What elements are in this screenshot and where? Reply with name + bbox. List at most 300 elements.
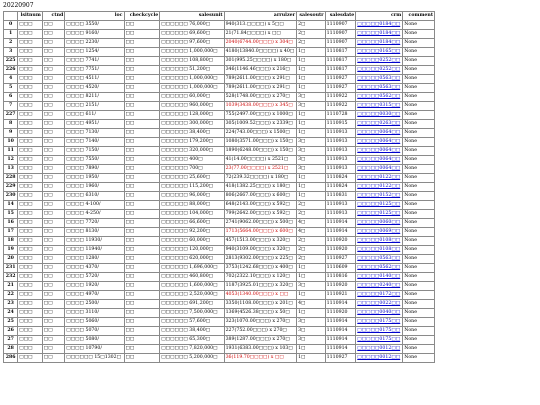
cell-arrulzer: 2741(9062.00□□□) x 500□ [224, 219, 297, 228]
cell-comment: None [403, 129, 435, 138]
cell-index: 14 [4, 201, 18, 210]
cell-comment: None [403, 336, 435, 345]
cell-checkcycle: □□ [124, 165, 160, 174]
cell-crm[interactable]: □□□□□0125□□ [356, 201, 403, 210]
cell-comment: None [403, 309, 435, 318]
cell-crm[interactable]: □□□□□0172□□ [356, 291, 403, 300]
cell-checkcycle: □□ [124, 84, 160, 93]
column-header-comment: comment [403, 12, 435, 21]
cell-salesoutr: 1□ [297, 354, 326, 363]
column-header-salesdate: salesdate [325, 12, 356, 21]
cell-ctnd: □□ [42, 246, 64, 255]
cell-lsitnum: □□□ [18, 39, 43, 48]
cell-index: 229 [4, 183, 18, 192]
cell-index: 0 [4, 21, 18, 30]
column-header-arrulzer: arrulzer [224, 12, 297, 21]
cell-checkcycle: □□ [124, 21, 160, 30]
cell-lsitnum: □□□ [18, 120, 43, 129]
cell-crm[interactable]: □□□□□0184□□ [356, 30, 403, 39]
cell-crm[interactable]: □□□□□0060□□ [356, 219, 403, 228]
cell-arrulzer: 1080(3571.00□□□) x 150□ [224, 138, 297, 147]
cell-ctnd: □□ [42, 111, 64, 120]
cell-salesunit: □□□□□□ 5,200,000□ [160, 354, 224, 363]
cell-crm[interactable]: □□□□□0064□□ [356, 165, 403, 174]
cell-index: 5 [4, 84, 18, 93]
cell-salesunit: □□□□□□ 108,800□ [160, 57, 224, 66]
cell-loc: □□□□ 4370/ [65, 264, 124, 273]
cell-salesunit: □□□□□□ 120,000□ [160, 246, 224, 255]
cell-ctnd: □□ [42, 318, 64, 327]
cell-checkcycle: □□ [124, 354, 160, 363]
cell-crm[interactable]: □□□□□0125□□ [356, 210, 403, 219]
cell-salesunit: □□□□□□ 400□ [160, 156, 224, 165]
cell-loc: □□□□ 1920/ [65, 282, 124, 291]
cell-crm[interactable]: □□□□□0108□□ [356, 237, 403, 246]
cell-salesoutr: 3□ [297, 282, 326, 291]
cell-ctnd: □□ [42, 264, 64, 273]
table-row [4, 318, 435, 327]
cell-crm[interactable]: □□□□□0562□□ [356, 264, 403, 273]
cell-salesunit: □□□□□□ 300,000□ [160, 120, 224, 129]
cell-comment: None [403, 201, 435, 210]
cell-salesunit: □□□□□□ 88,000□ [160, 201, 224, 210]
cell-crm[interactable]: □□□□□0252□□ [356, 66, 403, 75]
cell-ctnd: □□ [42, 174, 64, 183]
cell-crm[interactable]: □□□□□0064□□ [356, 129, 403, 138]
cell-arrulzer: 4180(13840.0□□□□) x 40□ [224, 48, 297, 57]
column-header-index [4, 12, 18, 21]
cell-loc: □□□□ 8130/ [65, 228, 124, 237]
cell-lsitnum: □□□ [18, 318, 43, 327]
cell-index: 28 [4, 345, 18, 354]
cell-ctnd: □□ [42, 57, 64, 66]
cell-salesdate: 1110920 [325, 282, 356, 291]
cell-checkcycle: □□ [124, 183, 160, 192]
cell-salesdate: 1110922 [325, 93, 356, 102]
cell-loc: □□□□ 1950/ [65, 174, 124, 183]
cell-salesunit: □□□□□□ 97,600□ [160, 39, 224, 48]
cell-loc: □□□□ 611/ [65, 111, 124, 120]
cell-loc: □□□□ 11930/ [65, 237, 124, 246]
cell-lsitnum: □□□ [18, 174, 43, 183]
cell-lsitnum: □□□ [18, 264, 43, 273]
cell-salesunit: □□□□□□ 25,600□ [160, 174, 224, 183]
cell-lsitnum: □□□ [18, 183, 43, 192]
cell-comment: None [403, 300, 435, 309]
report-date: 20220907 [3, 2, 34, 9]
cell-comment: None [403, 138, 435, 147]
table-row [4, 48, 435, 57]
cell-checkcycle: □□ [124, 30, 160, 39]
cell-loc: □□□□ 7741/ [65, 57, 124, 66]
cell-crm[interactable]: □□□□□0012□□ [356, 345, 403, 354]
cell-loc: □□□□ 3110/ [65, 309, 124, 318]
cell-lsitnum: □□□ [18, 138, 43, 147]
cell-salesoutr: 3□ [297, 147, 326, 156]
cell-salesdate: 1110824 [325, 183, 356, 192]
cell-crm[interactable]: □□□□□0122□□ [356, 174, 403, 183]
cell-crm[interactable]: □□□□□0175□□ [356, 336, 403, 345]
header-row [4, 12, 435, 21]
cell-checkcycle: □□ [124, 120, 160, 129]
cell-index: 228 [4, 174, 18, 183]
cell-comment: None [403, 30, 435, 39]
cell-arrulzer: 2813(9302.00□□□) x 225□ [224, 255, 297, 264]
cell-arrulzer: 4053(1340.00□□□) x □□ [224, 291, 297, 300]
cell-checkcycle: □□ [124, 192, 160, 201]
cell-crm[interactable]: □□□□□0263□□ [356, 120, 403, 129]
cell-index: 27 [4, 336, 18, 345]
table-row [4, 327, 435, 336]
cell-checkcycle: □□ [124, 264, 160, 273]
cell-salesoutr: 2□ [297, 201, 326, 210]
cell-crm[interactable]: □□□□□0140□□ [356, 273, 403, 282]
cell-arrulzer: 227(752.00□□□) x 270□ [224, 327, 297, 336]
cell-comment: None [403, 165, 435, 174]
cell-checkcycle: □□ [124, 255, 160, 264]
cell-ctnd: □□ [42, 228, 64, 237]
table-row [4, 129, 435, 138]
cell-salesoutr: 1□ [297, 264, 326, 273]
cell-arrulzer: 940(313.□□□□) x 5□□ [224, 21, 297, 30]
cell-salesdate: 1110914 [325, 336, 356, 345]
cell-crm[interactable]: □□□□□0563□□ [356, 84, 403, 93]
cell-salesoutr: 2□ [297, 246, 326, 255]
cell-salesoutr: 3□ [297, 138, 326, 147]
cell-arrulzer: 21(71.84□□□□) x □□ [224, 30, 297, 39]
cell-loc: □□□□ 7130/ [65, 129, 124, 138]
cell-arrulzer: 1713(5664.00□□□) x 600□ [224, 228, 297, 237]
cell-loc: □□□□ 2151/ [65, 102, 124, 111]
cell-salesdate: 1110927 [325, 354, 356, 363]
cell-ctnd: □□ [42, 30, 64, 39]
cell-lsitnum: □□□ [18, 192, 43, 201]
cell-checkcycle: □□ [124, 48, 160, 57]
cell-comment: None [403, 75, 435, 84]
cell-ctnd: □□ [42, 291, 64, 300]
table-row [4, 39, 435, 48]
cell-salesdate: 1110816 [325, 273, 356, 282]
table-row [4, 282, 435, 291]
cell-comment: None [403, 228, 435, 237]
table-row [4, 147, 435, 156]
cell-crm[interactable]: □□□□□0315□□ [356, 102, 403, 111]
cell-comment: None [403, 282, 435, 291]
cell-salesunit: □□□□□□ 38,400□ [160, 129, 224, 138]
cell-comment: None [403, 354, 435, 363]
cell-salesdate: 1110922 [325, 102, 356, 111]
cell-loc: □□□□ 8211/ [65, 93, 124, 102]
cell-loc: □□□□ 2500/ [65, 300, 124, 309]
cell-lsitnum: □□□ [18, 30, 43, 39]
cell-checkcycle: □□ [124, 201, 160, 210]
table-row [4, 120, 435, 129]
cell-lsitnum: □□□ [18, 156, 43, 165]
cell-salesoutr: 3□ [297, 336, 326, 345]
cell-crm[interactable]: □□□□□0165□□ [356, 48, 403, 57]
cell-comment: None [403, 120, 435, 129]
cell-index: 10 [4, 138, 18, 147]
cell-index: 232 [4, 273, 18, 282]
cell-comment: None [403, 192, 435, 201]
cell-ctnd: □□ [42, 219, 64, 228]
table-row [4, 219, 435, 228]
cell-salesunit: □□□□□□ 51,200□ [160, 66, 224, 75]
cell-index: 24 [4, 309, 18, 318]
cell-lsitnum: □□□ [18, 237, 43, 246]
cell-salesdate: 1110817 [325, 48, 356, 57]
cell-salesdate: 1110914 [325, 318, 356, 327]
cell-salesoutr: 2□ [297, 30, 326, 39]
cell-lsitnum: □□□ [18, 354, 43, 363]
cell-checkcycle: □□ [124, 237, 160, 246]
cell-crm[interactable]: □□□□□0562□□ [356, 93, 403, 102]
cell-salesunit: □□□□□□ 700□ [160, 165, 224, 174]
cell-salesunit: □□□□□□ 128,000□ [160, 111, 224, 120]
cell-ctnd: □□ [42, 336, 64, 345]
cell-checkcycle: □□ [124, 111, 160, 120]
cell-loc: □□□□ 4511/ [65, 75, 124, 84]
cell-comment: None [403, 21, 435, 30]
cell-index: 20 [4, 255, 18, 264]
cell-index: 4 [4, 75, 18, 84]
cell-crm[interactable]: □□□□□0064□□ [356, 147, 403, 156]
cell-arrulzer: 1369(4526.38□□□) x 50□ [224, 309, 297, 318]
cell-loc: □□□□ 6310/ [65, 192, 124, 201]
cell-salesoutr: 1□ [297, 174, 326, 183]
cell-ctnd: □□ [42, 84, 64, 93]
cell-salesdate: 1110914 [325, 300, 356, 309]
cell-crm[interactable]: □□□□□0175□□ [356, 318, 403, 327]
cell-salesunit: □□□□□□ 96,000□ [160, 192, 224, 201]
cell-crm[interactable]: □□□□□0152□□ [356, 192, 403, 201]
table-row [4, 201, 435, 210]
cell-salesoutr: 1□ [297, 120, 326, 129]
cell-comment: None [403, 237, 435, 246]
cell-salesunit: □□□□□□ 115,200□ [160, 183, 224, 192]
cell-loc: □□□□ 1960/ [65, 183, 124, 192]
cell-salesunit: □□□□□□ 1,000,000□ [160, 75, 224, 84]
cell-crm[interactable]: □□□□□0184□□ [356, 39, 403, 48]
cell-ctnd: □□ [42, 39, 64, 48]
cell-arrulzer: 301(995.25□□□□) x 180□ [224, 57, 297, 66]
cell-crm[interactable]: □□□□□0069□□ [356, 228, 403, 237]
cell-salesunit: □□□□□□ 92,200□ [160, 228, 224, 237]
table-row [4, 183, 435, 192]
cell-comment: None [403, 291, 435, 300]
cell-arrulzer: 3753(1242.68□□□) x 400□ [224, 264, 297, 273]
table-row [4, 66, 435, 75]
cell-salesdate: 1110914 [325, 228, 356, 237]
table-row [4, 138, 435, 147]
cell-arrulzer: 755(2497.00□□□) x 1000□ [224, 111, 297, 120]
cell-salesdate: 1110907 [325, 21, 356, 30]
cell-index: 16 [4, 219, 18, 228]
cell-salesunit: □□□□□□ 69,600□ [160, 30, 224, 39]
cell-salesdate: 1110915 [325, 120, 356, 129]
cell-arrulzer: 23(77.00□□□□) x 2521□ [224, 165, 297, 174]
cell-crm[interactable]: □□□□□0175□□ [356, 327, 403, 336]
cell-loc: □□□□ 4-100/ [65, 201, 124, 210]
cell-lsitnum: □□□ [18, 21, 43, 30]
cell-checkcycle: □□ [124, 210, 160, 219]
cell-salesoutr: 3□ [297, 102, 326, 111]
table-row [4, 228, 435, 237]
cell-salesdate: 1110914 [325, 219, 356, 228]
column-header-crm: crm [356, 12, 403, 21]
cell-comment: None [403, 345, 435, 354]
cell-crm[interactable]: □□□□□0563□□ [356, 75, 403, 84]
cell-salesoutr: 1□ [297, 183, 326, 192]
cell-crm[interactable]: □□□□□0022□□ [356, 300, 403, 309]
cell-salesoutr: 2□ [297, 21, 326, 30]
cell-crm[interactable]: □□□□□0252□□ [356, 57, 403, 66]
cell-salesoutr: 1□ [297, 273, 326, 282]
cell-checkcycle: □□ [124, 318, 160, 327]
cell-loc: □□□□ 4-250/ [65, 210, 124, 219]
cell-ctnd: □□ [42, 21, 64, 30]
cell-salesdate: 1110907 [325, 30, 356, 39]
cell-arrulzer: 3350(1108.00□□□) x 201□ [224, 300, 297, 309]
cell-loc: □□□□ 2230/ [65, 39, 124, 48]
cell-salesoutr: 1□ [297, 75, 326, 84]
cell-index: 2 [4, 39, 18, 48]
cell-index: 25 [4, 318, 18, 327]
cell-lsitnum: □□□ [18, 327, 43, 336]
cell-salesdate: 1110913 [325, 138, 356, 147]
table-header [4, 12, 435, 21]
cell-crm[interactable]: □□□□□0064□□ [356, 156, 403, 165]
cell-salesdate: 1110907 [325, 39, 356, 48]
cell-crm[interactable]: □□□□□0040□□ [356, 309, 403, 318]
cell-ctnd: □□ [42, 354, 64, 363]
cell-salesdate: 1110927 [325, 75, 356, 84]
table-row [4, 111, 435, 120]
cell-comment: None [403, 57, 435, 66]
cell-lsitnum: □□□ [18, 102, 43, 111]
cell-ctnd: □□ [42, 147, 64, 156]
table-row [4, 291, 435, 300]
cell-ctnd: □□ [42, 345, 64, 354]
cell-crm[interactable]: □□□□□0184□□ [356, 21, 403, 30]
cell-ctnd: □□ [42, 255, 64, 264]
cell-salesoutr: 1□ [297, 291, 326, 300]
column-header-checkcycle: checkcycle [124, 12, 160, 21]
cell-ctnd: □□ [42, 201, 64, 210]
cell-crm[interactable]: □□□□□0064□□ [356, 138, 403, 147]
cell-ctnd: □□ [42, 273, 64, 282]
cell-crm[interactable]: □□□□□0030□□ [356, 111, 403, 120]
cell-salesdate: 1110817 [325, 66, 356, 75]
cell-lsitnum: □□□ [18, 66, 43, 75]
table-row [4, 192, 435, 201]
cell-salesunit: □□□□□□ 76,000□ [160, 21, 224, 30]
cell-lsitnum: □□□ [18, 84, 43, 93]
cell-checkcycle: □□ [124, 228, 160, 237]
cell-salesoutr: 4□ [297, 300, 326, 309]
cell-salesoutr: 1□ [297, 48, 326, 57]
cell-lsitnum: □□□ [18, 57, 43, 66]
cell-salesdate: 1110927 [325, 84, 356, 93]
cell-salesdate: 1110913 [325, 129, 356, 138]
cell-ctnd: □□ [42, 93, 64, 102]
cell-ctnd: □□ [42, 66, 64, 75]
cell-arrulzer: 389(1287.00□□□) x 270□ [224, 336, 297, 345]
cell-salesunit: □□□□□□ 179,200□ [160, 138, 224, 147]
cell-salesoutr: 4□ [297, 228, 326, 237]
cell-lsitnum: □□□ [18, 273, 43, 282]
cell-crm[interactable]: □□□□□0012□□ [356, 354, 403, 363]
cell-index: 21 [4, 282, 18, 291]
cell-lsitnum: □□□ [18, 246, 43, 255]
cell-crm[interactable]: □□□□□0563□□ [356, 255, 403, 264]
cell-index: 227 [4, 111, 18, 120]
cell-crm[interactable]: □□□□□0122□□ [356, 183, 403, 192]
cell-ctnd: □□ [42, 300, 64, 309]
cell-ctnd: □□ [42, 48, 64, 57]
table-row [4, 309, 435, 318]
cell-index: 7 [4, 102, 18, 111]
cell-comment: None [403, 93, 435, 102]
cell-ctnd: □□ [42, 156, 64, 165]
cell-salesoutr: 3□ [297, 165, 326, 174]
cell-comment: None [403, 264, 435, 273]
table-row [4, 345, 435, 354]
cell-salesoutr: 2□ [297, 255, 326, 264]
cell-arrulzer: 41(14.00□□□□) x 2521□ [224, 156, 297, 165]
cell-salesunit: □□□□□□ 104,000□ [160, 210, 224, 219]
column-header-ctnd: ctnd [42, 12, 64, 21]
cell-loc: □□□□ 10790/ [65, 345, 124, 354]
table-row [4, 210, 435, 219]
cell-index: 23 [4, 300, 18, 309]
cell-crm[interactable]: □□□□□0108□□ [356, 246, 403, 255]
cell-checkcycle: □□ [124, 273, 160, 282]
cell-loc: □□□□ 5720/ [65, 273, 124, 282]
cell-salesunit: □□□□□□ 66,600□ [160, 219, 224, 228]
cell-salesunit: □□□□□□ 620,000□ [160, 255, 224, 264]
cell-ctnd: □□ [42, 102, 64, 111]
cell-salesoutr: 1□ [297, 66, 326, 75]
table-row [4, 75, 435, 84]
cell-salesunit: □□□□□□ 1,696,000□ [160, 264, 224, 273]
cell-lsitnum: □□□ [18, 129, 43, 138]
cell-salesdate: 1110921 [325, 291, 356, 300]
cell-checkcycle: □□ [124, 291, 160, 300]
cell-checkcycle: □□ [124, 129, 160, 138]
table-row [4, 156, 435, 165]
table-row [4, 165, 435, 174]
cell-comment: None [403, 255, 435, 264]
cell-crm[interactable]: □□□□□0240□□ [356, 282, 403, 291]
cell-salesoutr: 1□ [297, 111, 326, 120]
cell-loc: □□□□ 5060/ [65, 318, 124, 327]
cell-checkcycle: □□ [124, 174, 160, 183]
cell-loc: □□□□ 7890/ [65, 165, 124, 174]
cell-arrulzer: 36(119.70□□□□) x □□ [224, 354, 297, 363]
cell-index: 6 [4, 93, 18, 102]
cell-ctnd: □□ [42, 129, 64, 138]
table-row [4, 174, 435, 183]
cell-loc: □□□□ 5070/ [65, 327, 124, 336]
table-row [4, 93, 435, 102]
cell-checkcycle: □□ [124, 300, 160, 309]
cell-loc: □□□□ 3550/ [65, 21, 124, 30]
cell-comment: None [403, 111, 435, 120]
table-row [4, 246, 435, 255]
cell-comment: None [403, 183, 435, 192]
cell-lsitnum: □□□ [18, 75, 43, 84]
